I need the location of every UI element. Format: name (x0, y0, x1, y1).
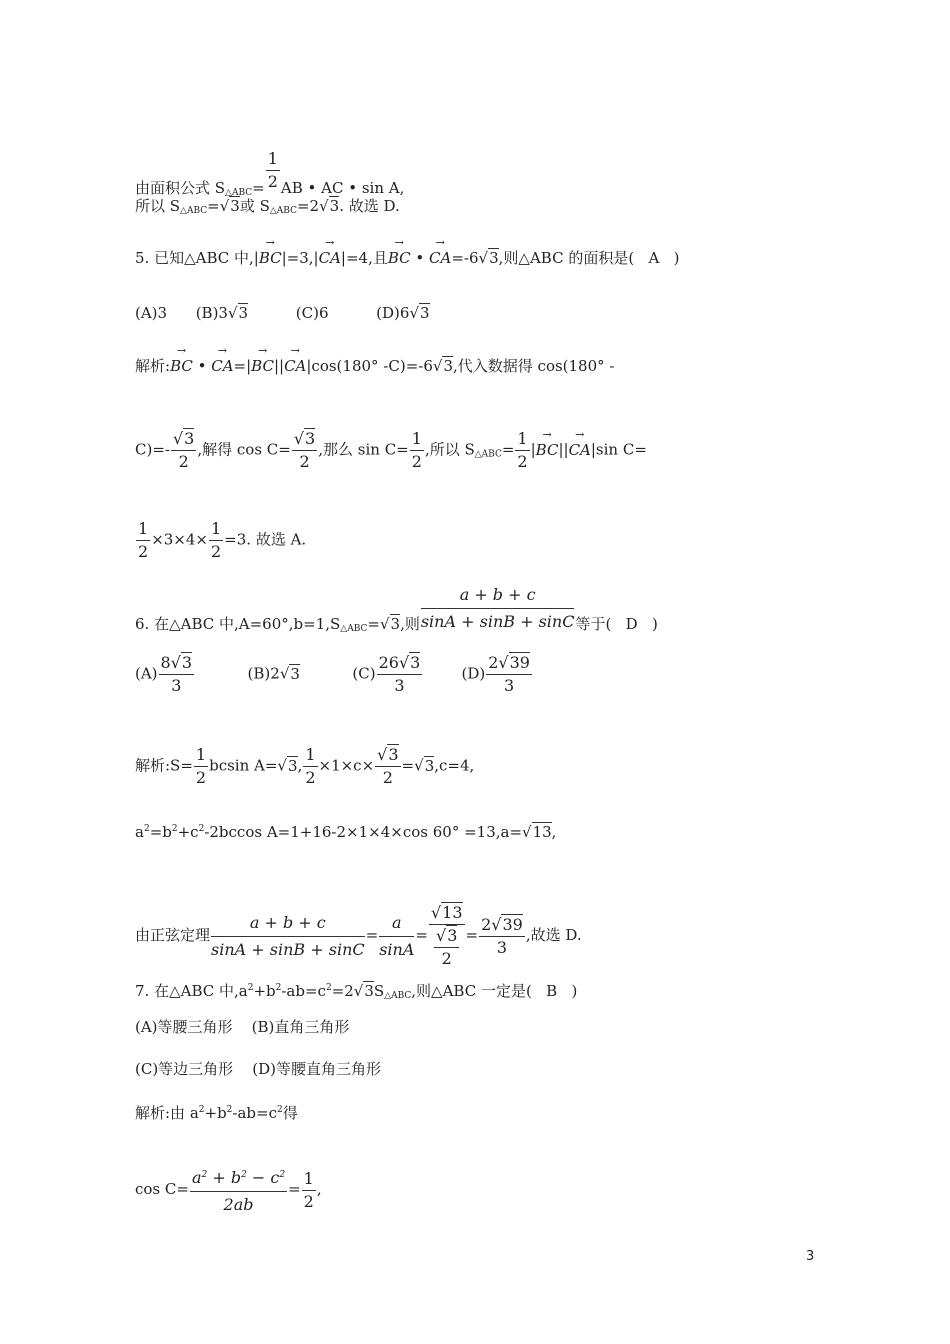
question-5: 5. 已知△ABC 中,|→ BC|=3,|→ CA|=4,且→ BC • → CA=-6√3,则△ABC 的面积是( A ) (135, 248, 679, 268)
answer-6-line-2: $a^2=b^2+c^2-2bccos$ A=1+16-2×1×4×cos 60° =13,a=√13, (135, 823, 557, 841)
question-6: 6. 在△ABC 中$,A=60^\circ,b=1,S_{\triangle ABC}=√3$,则 $\frac{a + b + c}{\sin A + \sin B + \sin C}$ 等于( D ) (135, 582, 658, 639)
question-7-options-1: (A)等腰三角形 (B)直角三角形 (135, 1018, 350, 1036)
question-5-options: (A)3 (B)3√3 (C)6 (D)6√3 (135, 304, 430, 322)
answer-5-line-1: 解析:→ BC • → CA=|→ BC||→ CA|cos(180° -C)=-6√3,代入数据得 cos(180° - (135, 356, 615, 376)
conclusion-line: 所以 $S_{\triangle ABC}=√3$或 $S_{\triangle ABC}=2√3$. 故选 D. (135, 197, 400, 216)
question-7: 7. 在△ABC 中$,a^2+b^2-ab=c^2=2√3S_{\triangle ABC}$,则△ABC 一定是( B ) (135, 982, 578, 1001)
answer-6-line-3: 由正弦定理 $\frac{a + b + c}{\sin A + \sin B + \sin C}$ = $\frac{a}{\sin A}$ = $\frac{√13}{\frac{√3}{2}}$ = $\frac{2√39}{3}$ ,故选 D. (135, 903, 582, 968)
answer-7-line-1: 解析:由 $a^2+b^2-ab=c^2$得 (135, 1104, 298, 1122)
answer-7-line-2: cos C= $\frac{a^2 + b^2 - c^2}{2ab}$ = $\frac{1}{2}$ , (135, 1162, 322, 1218)
page-number: 3 (806, 1249, 815, 1264)
answer-5-line-3: $\frac{1}{2}$ ×3×4× $\frac{1}{2}$ =3. 故选 A. (138, 519, 307, 561)
formula-line-area: 由面积公式 $S_{\triangle ABC}=$ $\frac{1}{2}$ AB • AC • sin A, (135, 149, 405, 198)
answer-6-line-1: 解析:S= $\frac{1}{2}$ bcsin A=√3, $\frac{1}{2}$ ×1×c× $\frac{√3}{2}$ =√3,c=4, (135, 745, 475, 787)
answer-5-line-2: C)=- $\frac{√3}{2}$ ,解得 cos C= $\frac{√3}{2}$ ,那么 sin C= $\frac{1}{2}$ ,所以 $S_{\triangle ABC}=$ $\frac{1}{2}$ |→ BC||→ CA|sin C= (135, 428, 647, 473)
question-7-options-2: (C)等边三角形 (D)等腰直角三角形 (135, 1060, 381, 1078)
question-6-options: (A) $\frac{8√3}{3}$ (B)2√3 (C) $\frac{26√3}{3}$ (D) $\frac{2√39}{3}$ (135, 653, 530, 695)
